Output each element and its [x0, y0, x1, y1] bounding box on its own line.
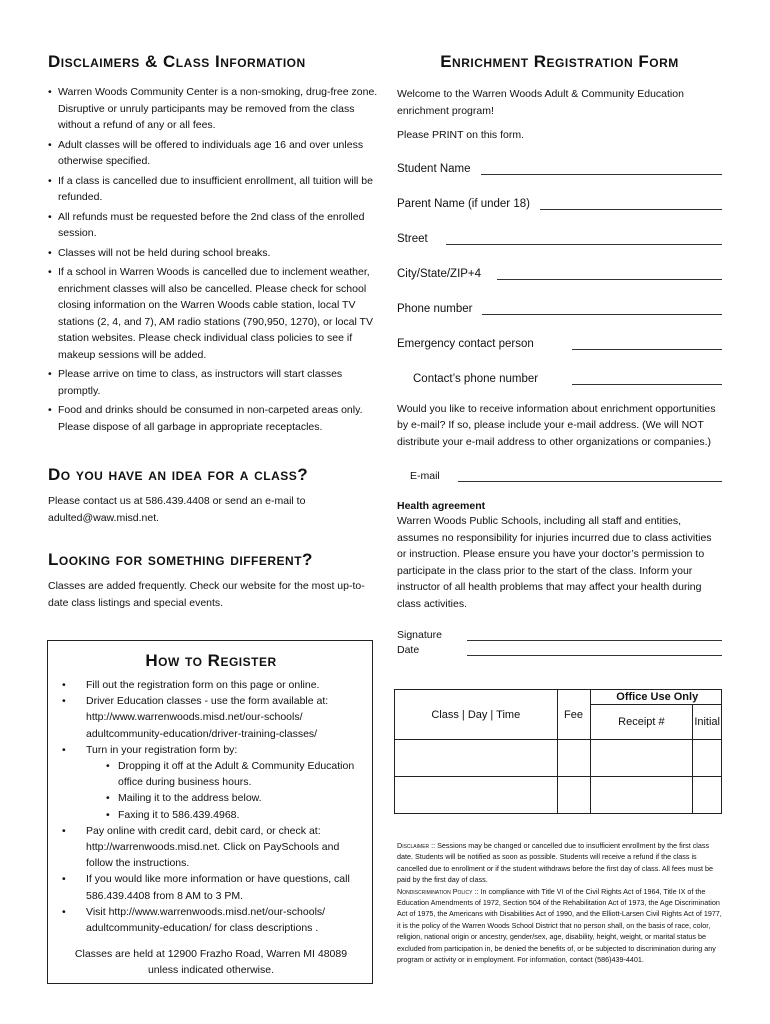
- office-use-header: Office Use Only: [590, 690, 722, 705]
- initial-cell: [693, 740, 722, 777]
- student-name-label: Student Name: [397, 162, 471, 175]
- idea-title: Do you have an idea for a class?: [48, 465, 309, 484]
- list-item: • Turn in your registration form by:: [60, 742, 362, 758]
- contact-phone-field[interactable]: [397, 368, 722, 385]
- emergency-contact-field[interactable]: [397, 333, 722, 350]
- date-field[interactable]: [397, 641, 722, 656]
- student-name-field[interactable]: [397, 158, 722, 175]
- list-item: • Dropping it off at the Adult & Community Education office during business hours.: [60, 758, 362, 790]
- registration-form: [397, 52, 722, 656]
- initial-header: Initial: [693, 705, 722, 740]
- list-item: • Food and drinks should be consumed in non-carpeted areas only. Please dispose of all garbage in appropriate receptacles.: [48, 402, 378, 435]
- signature-line[interactable]: [467, 632, 722, 641]
- class-table: [394, 689, 722, 814]
- email-question: Would you like to receive information about enrichment opportunities by e-mail? If so, please include your e-mail address. (We will NOT distribute your e-mail address to other organizations or companies.): [397, 402, 716, 448]
- list-item: • Visit http://www.warrenwoods.misd.net/our-schools/ adultcommunity-education/ for class descriptions .: [60, 904, 362, 936]
- class-address: Classes are held at 12900 Frazho Road, Warren MI 48089 unless indicated otherwise.: [74, 948, 348, 977]
- city-label: City/State/ZIP+4: [397, 267, 482, 280]
- different-title: Looking for something different?: [48, 550, 313, 569]
- fee-header: Fee: [557, 690, 590, 740]
- class-cell[interactable]: [395, 740, 558, 777]
- list-item: • Faxing it to 586.439.4968.: [60, 807, 362, 823]
- list-item: • If you would like more information or have questions, call 586.439.4408 from 8 AM to 3 PM.: [60, 871, 362, 903]
- fee-cell[interactable]: [557, 777, 590, 814]
- disclaimer-text: Sessions may be changed or cancelled due to insufficient enrollment by the first class date. Students will be notified as soon as possible. Students will receive a refund if the class is cancelled due to enrollment or if the student withdraws before the first day of class. All fees must be paid by the first day of class.: [397, 841, 714, 885]
- health-title: Health agreement: [397, 500, 486, 512]
- contact-phone-label: Contact’s phone number: [413, 372, 539, 385]
- how-to-register-box: [47, 640, 373, 984]
- street-line[interactable]: [446, 234, 722, 245]
- street-label: Street: [397, 232, 428, 245]
- street-field[interactable]: [397, 228, 722, 245]
- phone-label: Phone number: [397, 302, 473, 315]
- disclaimer-label: Disclaimer ::: [397, 841, 436, 850]
- student-name-line[interactable]: [481, 164, 722, 175]
- disclaimers-list: [48, 84, 378, 435]
- list-item: • Classes will not be held during school breaks.: [48, 245, 378, 262]
- receipt-cell: [590, 777, 693, 814]
- list-item: • Adult classes will be offered to individuals age 16 and over unless otherwise specified.: [48, 137, 378, 170]
- date-line[interactable]: [467, 647, 722, 656]
- list-item: • Fill out the registration form on this page or online.: [60, 677, 362, 693]
- idea-text: Please contact us at 586.439.4408 or send an e-mail to adulted@waw.misd.net.: [48, 495, 306, 524]
- list-item: • Pay online with credit card, debit card, or check at: http://warrenwoods.misd.net. Click on PaySchools and follow the instructions.: [60, 823, 362, 872]
- class-cell[interactable]: [395, 777, 558, 814]
- phone-line[interactable]: [482, 304, 722, 315]
- welcome-text: Welcome to the Warren Woods Adult & Community Education enrichment program!: [397, 88, 684, 117]
- email-field[interactable]: [397, 470, 722, 482]
- email-label: E-mail: [410, 470, 440, 482]
- receipt-cell: [590, 740, 693, 777]
- emergency-contact-label: Emergency contact person: [397, 337, 534, 350]
- health-text: Warren Woods Public Schools, including all staff and entities, assumes no responsibility for injuries incurred due to class activities or instruction. Please ensure you have your doctor’s permission to participate in the class prior to the start of the class. Inform your instructor of all health problems that may affect your health during class activities.: [397, 515, 712, 610]
- city-line[interactable]: [497, 269, 722, 280]
- parent-name-line[interactable]: [540, 199, 722, 210]
- different-text: Classes are added frequently. Check our website for the most up-to-date class listings and special events.: [48, 580, 365, 609]
- contact-phone-line[interactable]: [572, 374, 722, 385]
- fee-cell[interactable]: [557, 740, 590, 777]
- date-label: Date: [397, 644, 420, 656]
- print-instruction: Please PRINT on this form.: [397, 129, 525, 141]
- register-title: How to Register: [145, 651, 277, 670]
- left-column: [48, 52, 378, 611]
- initial-cell: [693, 777, 722, 814]
- email-line[interactable]: [458, 472, 722, 482]
- list-item: • If a class is cancelled due to insufficient enrollment, all tuition will be refunded.: [48, 173, 378, 206]
- register-list: [60, 677, 362, 936]
- list-item: • All refunds must be requested before the 2nd class of the enrolled session.: [48, 209, 378, 242]
- list-item: • Driver Education classes - use the form available at: http://www.warrenwoods.misd.net/our-schools/ adultcommunity-education/driver-training-classes/: [60, 693, 362, 742]
- class-header: Class | Day | Time: [395, 690, 558, 740]
- list-item: • Mailing it to the address below.: [60, 790, 362, 806]
- receipt-header: Receipt #: [590, 705, 693, 740]
- signature-label: Signature: [397, 629, 442, 641]
- nondiscrimination-label: Nondiscrimination Policy ::: [397, 886, 479, 896]
- signature-field[interactable]: [397, 626, 722, 641]
- form-title: Enrichment Registration Form: [440, 52, 679, 71]
- parent-name-label: Parent Name (if under 18): [397, 197, 530, 210]
- list-item: • Please arrive on time to class, as instructors will start classes promptly.: [48, 366, 378, 399]
- disclaimers-title: Disclaimers & Class Information: [48, 52, 306, 71]
- city-field[interactable]: [397, 263, 722, 280]
- phone-field[interactable]: [397, 298, 722, 315]
- emergency-contact-line[interactable]: [572, 339, 722, 350]
- parent-name-field[interactable]: [397, 193, 722, 210]
- list-item: • Warren Woods Community Center is a non-smoking, drug-free zone. Disruptive or unruly participants may be removed from the class without a refund of any or all fees.: [48, 84, 378, 134]
- nondiscrimination-text: In compliance with Title VI of the Civil Rights Act of 1964, Title IX of the Education Amendments of 1972, Section 504 of the Rehabilitation Act of 1973, the Age Discrimination Act of 1975, the Americans with Disabilities Act of 1990, and the Elliott-Larsen Civil Rights Act of 1977, it is the policy of the Warren Woods School District that no person shall, on the basis of race, color, religion, national origin or ancestry, gender/sex, age, disability, height, weight, or marital status be excluded from participation in, be denied the benefits of, or be subjected to discrimination during any program or activity or in employment. For information, contact (586)439-4401.: [397, 886, 722, 965]
- list-item: • If a school in Warren Woods is cancelled due to inclement weather, enrichment classes will also be cancelled. Please check for school closing information on the Warren Woods cable station, local TV stations (2, 4, and 7), AM radio stations (790,950, 1270), or local TV station websites. Please check individual class policies to see if makeup sessions will be added.: [48, 264, 378, 363]
- fine-print: [397, 840, 722, 965]
